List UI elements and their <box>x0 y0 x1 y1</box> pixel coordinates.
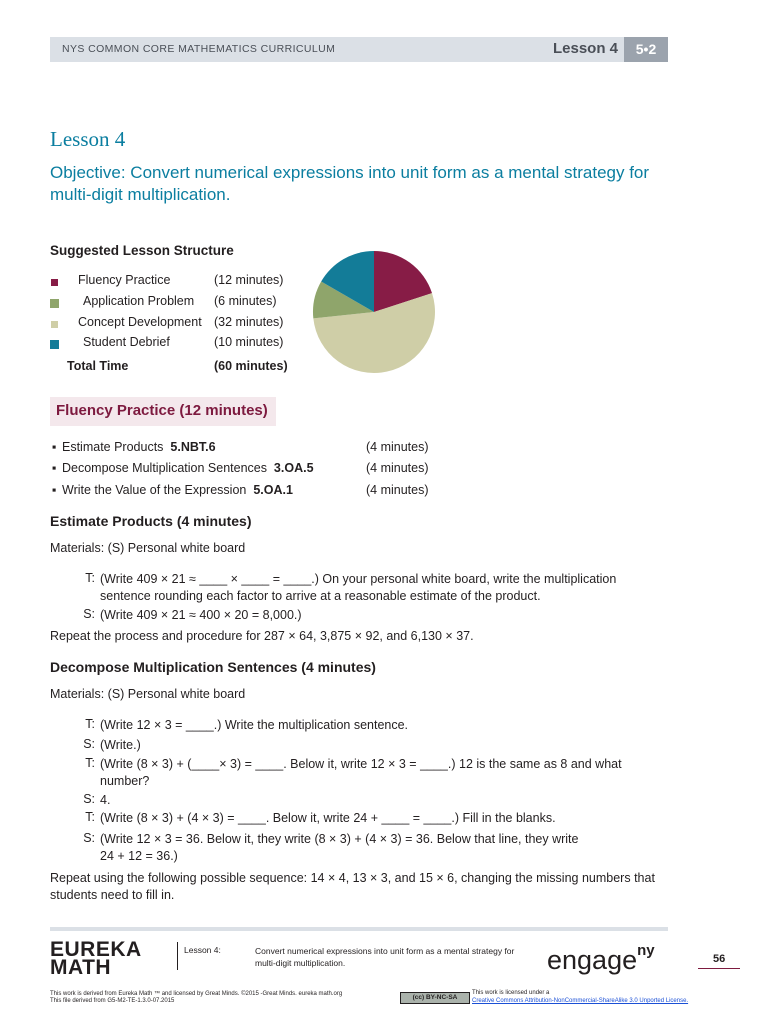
dialogue-line <box>100 831 660 865</box>
brand-sup: ny <box>637 942 655 959</box>
bullet-text: Write the Value of the Expression <box>62 483 247 497</box>
page-number: 56 <box>713 953 726 965</box>
bullet-minutes: (4 minutes) <box>366 440 429 454</box>
dialogue-text: (Write 12 × 3 = 36. Below it, they write (8 × 3) + (4 × 3) = 36. Below that line, they write <box>100 832 579 846</box>
legend-swatch <box>51 321 58 328</box>
module-badge: 5•2 <box>624 37 668 62</box>
logo-line: EUREKA <box>50 938 142 961</box>
total-time-minutes: (60 minutes) <box>214 359 288 373</box>
bullet-dot: ▪ <box>52 461 57 475</box>
structure-row <box>50 273 310 293</box>
brand-text: engage <box>547 945 638 975</box>
dialogue-line <box>100 607 660 624</box>
bullet-text: Estimate Products <box>62 440 164 454</box>
dialogue-speaker: S: <box>83 792 95 806</box>
dialogue-line <box>100 571 660 605</box>
dialogue-text: (Write 409 × 21 ≈ ____ × ____ = ____.) On your personal white board, write the multiplication <box>100 572 617 586</box>
dialogue-text: sentence rounding each factor to arrive at a reasonable estimate of the product. <box>100 589 541 603</box>
lesson-structure-heading: Suggested Lesson Structure <box>50 243 234 258</box>
estimate-repeat: Repeat the process and procedure for 287 × 64, 3,875 × 92, and 6,130 × 37. <box>50 629 474 643</box>
structure-minutes: (6 minutes) <box>214 294 277 308</box>
dialogue-speaker: T: <box>85 756 95 770</box>
dialogue-text: 24 + 12 = 36.) <box>100 849 178 863</box>
dialogue-text: (Write 409 × 21 ≈ 400 × 20 = 8,000.) <box>100 608 302 622</box>
dialogue-line <box>100 792 660 809</box>
structure-row <box>50 294 310 314</box>
page-title: Lesson 4 <box>50 127 126 151</box>
dialogue-text: 4. <box>100 793 111 807</box>
dialogue-text: number? <box>100 774 150 788</box>
total-time-label: Total Time <box>67 359 129 373</box>
dialogue-line <box>100 756 660 790</box>
bullet-text: Decompose Multiplication Sentences <box>62 461 267 475</box>
dialogue-line <box>100 717 660 734</box>
dialogue-text: (Write 12 × 3 = ____.) Write the multiplication sentence. <box>100 718 409 732</box>
lesson-pie-chart <box>312 250 436 374</box>
license-text: This work is licensed under a <box>472 990 550 996</box>
fluency-practice-box <box>50 397 276 426</box>
license-link[interactable]: Creative Commons Attribution-NonCommercial-ShareAlike 3.0 Unported License. <box>472 998 689 1004</box>
bullet-standard: 5.NBT.6 <box>170 440 216 454</box>
structure-label: Application Problem <box>83 294 195 308</box>
legal-text: This file derived from G5-M2-TE-1.3.0-07.2015 <box>50 998 175 1004</box>
dialogue-speaker: T: <box>85 810 95 824</box>
dialogue-speaker: S: <box>83 831 95 845</box>
decompose-heading: Decompose Multiplication Sentences (4 minutes) <box>50 659 376 675</box>
bullet-minutes: (4 minutes) <box>366 483 429 497</box>
fluency-heading: Fluency Practice (12 minutes) <box>56 402 268 419</box>
dialogue-line <box>100 810 660 827</box>
bullet-dot: ▪ <box>52 483 57 497</box>
eureka-math-logo <box>50 938 142 979</box>
legend-swatch <box>51 279 58 286</box>
fluency-bullet <box>52 461 314 475</box>
dialogue-speaker: T: <box>85 571 95 585</box>
decompose-materials: Materials: (S) Personal white board <box>50 687 246 701</box>
footer-objective: Convert numerical expressions into unit form as a mental strategy for multi-digit multiplication. <box>255 946 515 968</box>
header-bar <box>50 37 668 62</box>
curriculum-name: NYS COMMON CORE MATHEMATICS CURRICULUM <box>62 43 336 55</box>
page-number-rule <box>698 968 740 969</box>
lesson-objective: Objective: Convert numerical expressions into unit form as a mental strategy for multi-digit multiplication. <box>50 163 650 204</box>
fluency-bullet <box>52 483 293 497</box>
structure-label: Fluency Practice <box>78 273 171 287</box>
legend-swatch <box>50 299 59 308</box>
engageny-logo <box>547 942 655 976</box>
structure-label: Student Debrief <box>83 335 170 349</box>
bullet-dot: ▪ <box>52 440 57 454</box>
dialogue-text: (Write (8 × 3) + (____× 3) = ____. Below it, write 12 × 3 = ____.) 12 is the same as 8 and what <box>100 757 622 771</box>
footer-lesson: Lesson 4: <box>184 945 221 955</box>
structure-minutes: (12 minutes) <box>214 273 284 287</box>
estimate-materials: Materials: (S) Personal white board <box>50 541 246 555</box>
footer-divider <box>177 942 178 970</box>
fluency-bullet <box>52 440 216 454</box>
structure-label: Concept Development <box>78 315 202 329</box>
dialogue-text: (Write (8 × 3) + (4 × 3) = ____. Below it, write 24 + ____ = ____.) Fill in the blanks. <box>100 811 556 825</box>
dialogue-line <box>100 737 660 754</box>
structure-minutes: (10 minutes) <box>214 335 284 349</box>
dialogue-speaker: S: <box>83 737 95 751</box>
legal-text: This work is derived from Eureka Math ™ and licensed by Great Minds. ©2015 -Great Minds. eureka math.org <box>50 991 343 997</box>
bullet-minutes: (4 minutes) <box>366 461 429 475</box>
structure-row <box>50 315 310 335</box>
structure-minutes: (32 minutes) <box>214 315 284 329</box>
bullet-standard: 5.OA.1 <box>253 483 293 497</box>
dialogue-text: (Write.) <box>100 738 141 752</box>
estimate-heading: Estimate Products (4 minutes) <box>50 513 252 529</box>
footer-rule <box>50 927 668 931</box>
structure-row <box>50 335 310 355</box>
logo-line: MATH <box>50 956 112 979</box>
legend-swatch <box>50 340 59 349</box>
cc-license-badge[interactable]: (cc) BY-NC-SA <box>400 992 470 1004</box>
header-lesson-label: Lesson 4 <box>552 40 618 57</box>
dialogue-speaker: T: <box>85 717 95 731</box>
dialogue-speaker: S: <box>83 607 95 621</box>
decompose-repeat: Repeat using the following possible sequence: 14 × 4, 13 × 3, and 15 × 6, changing the missing numbers that students need to fill in. <box>50 871 655 902</box>
bullet-standard: 3.OA.5 <box>273 461 314 475</box>
